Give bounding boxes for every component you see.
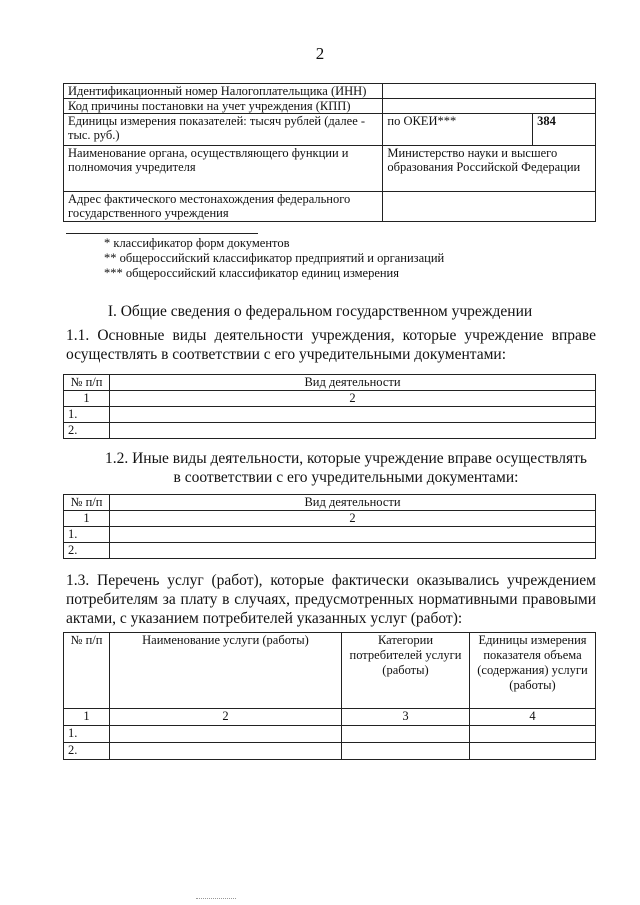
col-header-activity: Вид деятельности (110, 495, 596, 511)
col-header-number: № п/п (64, 375, 110, 391)
table-cell (470, 726, 596, 743)
table-row (64, 743, 596, 760)
table-row (64, 709, 596, 726)
col-header-number: № п/п (64, 495, 110, 511)
table-cell (110, 743, 342, 760)
footnote-2: ** общероссийский классификатор предприятий и организаций (104, 251, 445, 265)
table-row (64, 527, 596, 543)
table-row (64, 192, 596, 222)
paid-services-table (63, 632, 596, 760)
col-number: 2 (110, 709, 342, 726)
table-row (64, 543, 596, 559)
col-number: 4 (470, 709, 596, 726)
page-number: 2 (315, 44, 325, 63)
kpp-value (383, 99, 596, 114)
table-row (64, 146, 596, 192)
col-number: 1 (64, 709, 110, 726)
row-number: 2. (64, 423, 110, 439)
table-cell (110, 423, 596, 439)
units-label: Единицы измерения показателей: тысяч рублей (далее - тыс. руб.) (64, 114, 383, 146)
address-value (383, 192, 596, 222)
table-cell (110, 407, 596, 423)
col-number: 2 (110, 391, 596, 407)
table-header-row (64, 633, 596, 709)
table-row (64, 84, 596, 99)
address-label: Адрес фактического местонахождения федерального государственного учреждения (64, 192, 383, 222)
col-number: 3 (342, 709, 470, 726)
col-header-units: Единицы измерения показателя объема (содержания) услуги (работы) (470, 633, 596, 709)
col-header-service-name: Наименование услуги (работы) (110, 633, 342, 709)
scan-artifact (196, 898, 236, 901)
table-header-row (64, 375, 596, 391)
footnote-3: *** общероссийский классификатор единиц измерения (104, 266, 399, 280)
section-1-2-line-2: в соответствии с его учредительными документами: (173, 469, 519, 486)
table-row (64, 99, 596, 114)
table-row (64, 114, 596, 146)
col-number: 1 (64, 391, 110, 407)
inn-label: Идентификационный номер Налогоплательщика (ИНН) (64, 84, 383, 99)
col-header-number: № п/п (64, 633, 110, 709)
founder-label: Наименование органа, осуществляющего функции и полномочия учредителя (64, 146, 383, 192)
table-header-row (64, 495, 596, 511)
section-title: I. Общие сведения о федеральном государственном учреждении (107, 303, 533, 320)
table-cell (110, 527, 596, 543)
footnote-1: * классификатор форм документов (104, 236, 290, 250)
table-cell (110, 543, 596, 559)
section-1-3-text: 1.3. Перечень услуг (работ), которые фактически оказывались учреждением потребителям за плату в случаях, предусмотренных нормативными правовыми актами, с указанием потребителей указанных услуг (работ): (66, 572, 596, 627)
table-cell (470, 743, 596, 760)
table-cell (342, 743, 470, 760)
col-number: 2 (110, 511, 596, 527)
row-number: 1. (64, 407, 110, 423)
table-row (64, 511, 596, 527)
table-cell (110, 726, 342, 743)
row-number: 1. (64, 527, 110, 543)
row-number: 2. (64, 743, 110, 760)
inn-value (383, 84, 596, 99)
col-header-consumer-categories: Категории потребителей услуги (работы) (342, 633, 470, 709)
header-table (63, 83, 596, 222)
table-row (64, 391, 596, 407)
section-1-2-heading (96, 449, 596, 487)
founder-value: Министерство науки и высшего образования Российской Федерации (383, 146, 596, 192)
table-row (64, 726, 596, 743)
table-row (64, 407, 596, 423)
col-number: 1 (64, 511, 110, 527)
activities-table (63, 374, 596, 439)
kpp-label: Код причины постановки на учет учреждения (КПП) (64, 99, 383, 114)
col-header-activity: Вид деятельности (110, 375, 596, 391)
okei-label: по ОКЕИ*** (383, 114, 533, 146)
footnote-divider (66, 233, 258, 234)
row-number: 2. (64, 543, 110, 559)
section-1-2-line-1: 1.2. Иные виды деятельности, которые учреждение вправе осуществлять (104, 450, 588, 467)
table-row (64, 423, 596, 439)
row-number: 1. (64, 726, 110, 743)
section-1-1-text: 1.1. Основные виды деятельности учреждения, которые учреждение вправе осуществлять в соответствии с его учредительными документами: (66, 327, 596, 363)
table-cell (342, 726, 470, 743)
okei-code: 384 (533, 114, 596, 146)
other-activities-table (63, 494, 596, 559)
